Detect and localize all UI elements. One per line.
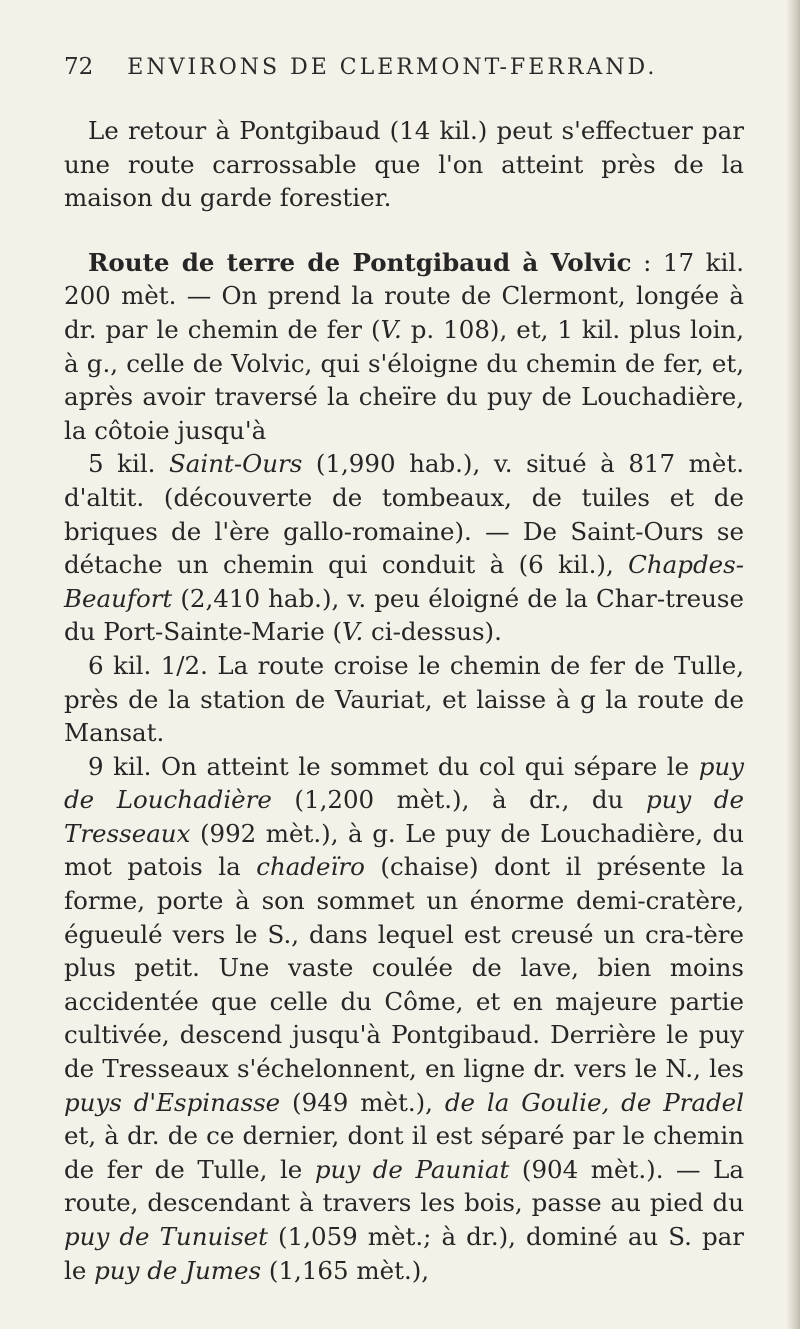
text-run: 6 kil. 1/2. La route croise le chemin de fer de Tulle, près de la station de Vauriat, et laisse à g la route de Mansat.	[64, 650, 744, 748]
paragraph	[64, 447, 744, 649]
text-run: (992 mèt.), à g. Le puy de Louchadière, du mot patois la	[64, 818, 744, 882]
italic-place-name: puy de Jumes	[94, 1255, 262, 1285]
italic-place-name: puy de Tresseaux	[64, 785, 744, 848]
section-heading: Route de terre de Pontgibaud à Volvic	[88, 247, 632, 277]
paragraph	[64, 114, 744, 215]
text-run: (1,990 hab.), v. situé à 817 mèt. d'altit. (découverte de tombeaux, de tuiles et de briques de l'ère gallo-romaine). — De Saint-Ours se détache un chemin qui conduit à (6 kil.),	[64, 449, 745, 580]
italic-place-name: puy de Tunuiset	[64, 1222, 269, 1251]
italic-place-name: chadeïro	[256, 852, 365, 882]
paragraph	[64, 246, 744, 448]
text-run: 5 kil.	[88, 449, 169, 479]
running-header	[64, 54, 744, 80]
text-run: p. 108), et, 1 kil. plus loin, à g., celle de Volvic, qui s'éloigne du chemin de fer, et, après avoir traversé la cheïre du puy de Louchadière, la côtoie jusqu'à	[64, 314, 745, 445]
text-run: (1,200 mèt.), à dr., du	[271, 785, 646, 815]
text-run: : 17 kil. 200 mèt. — On prend la route de Clermont, longée à dr. par le chemin de fer (	[64, 247, 744, 344]
text-run: (1,165 mèt.),	[261, 1255, 430, 1285]
italic-place-name: Saint-Ours	[169, 449, 303, 479]
italic-place-name: Chapdes-Beaufort	[64, 550, 744, 613]
text-run: ci-dessus).	[363, 617, 502, 647]
page-edge	[786, 0, 800, 1329]
italic-place-name: V.	[342, 617, 364, 647]
text-run: (chaise) dont il présente la forme, porte à son sommet un énorme demi-cratère, égueulé vers le S., dans lequel est creusé un cra-tère plus petit. Une vaste coulée de lave, bien moins accidentée que celle du Côme, et en majeure partie cultivée, descend jusqu'à Pontgibaud. Derrière le puy de Tresseaux s'échelonnent, en ligne dr. vers le N., les	[64, 852, 744, 1084]
text-run: Le retour à Pontgibaud (14 kil.) peut s'effectuer par une route carrossable que l'on atteint près de la maison du garde forestier.	[64, 116, 744, 213]
text-run: et, à dr. de ce dernier, dont il est séparé par le chemin de fer de Tulle, le	[64, 1121, 744, 1184]
italic-place-name: puy de Louchadière	[64, 751, 744, 815]
italic-place-name: puy de Pauniat	[314, 1154, 510, 1184]
paragraph	[64, 649, 744, 750]
running-title: ENVIRONS DE CLERMONT-FERRAND.	[127, 55, 658, 80]
page-number: 72	[64, 54, 94, 80]
paragraph	[64, 750, 744, 1288]
text-run: (2,410 hab.), v. peu éloigné de la Char-treuse du Port-Sainte-Marie (	[64, 583, 744, 647]
text-run: (949 mèt.),	[280, 1087, 445, 1117]
text-run: 9 kil. On atteint le sommet du col qui sépare le	[88, 751, 699, 781]
italic-place-name: V.	[380, 314, 402, 344]
text-run: (1,059 mèt.; à dr.), dominé au S. par le	[64, 1222, 744, 1285]
italic-place-name: de la Goulie, de Pradel	[444, 1087, 745, 1117]
text-run: (904 mèt.). — La route, descendant à travers les bois, passe au pied du	[64, 1154, 744, 1218]
page-body	[64, 114, 744, 1287]
italic-place-name: puys d'Espinasse	[64, 1087, 281, 1117]
